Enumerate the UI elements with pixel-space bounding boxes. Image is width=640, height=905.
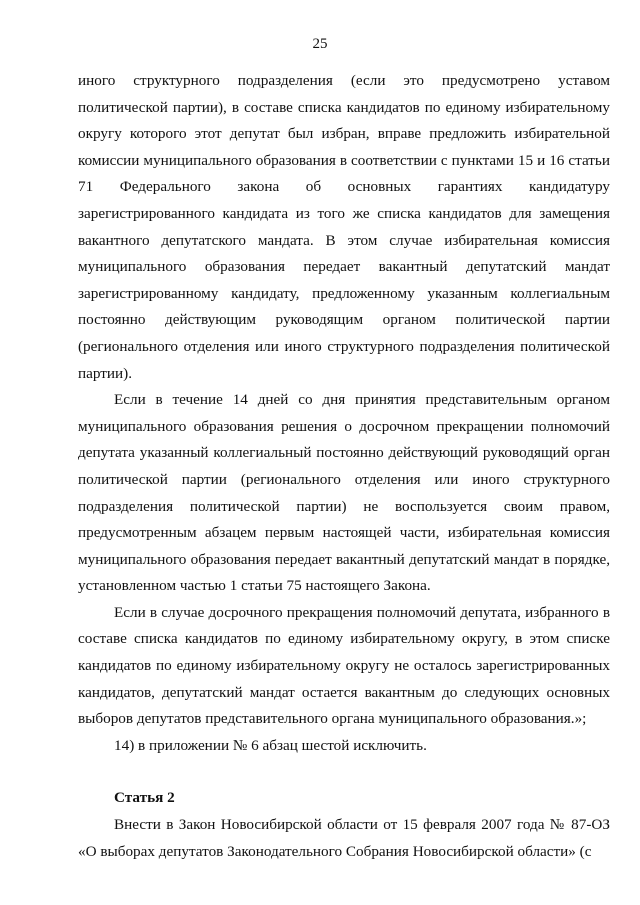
article-2-heading: Статья 2 <box>114 789 175 807</box>
page-number: 25 <box>312 36 328 52</box>
paragraph-continuation: иного структурного подразделения (если это предусмотрено уставом политической партии), в составе списка кандидатов по единому избирательному округу которого этот депутат был избран, вправе предложить избирательной комиссии муниципального образования в соответствии с пунктами 15 и 16 статьи 71 Федерального закона об основных гарантиях кандидатуру зарегистрированного кандидата из того же списка кандидатов для замещения вакантного депутатского мандата. В этом случае избирательная комиссия муниципального образования передает вакантный депутатский мандат зарегистрированному кандидату, предложенному указанным коллегиальным постоянно действующим руководящим органом политической партии (регионального отделения или иного структурного подразделения политической партии). <box>78 72 610 382</box>
paragraph-item-14: 14) в приложении № 6 абзац шестой исключить. <box>114 736 427 754</box>
paragraph-vacancy-remains: Если в случае досрочного прекращения полномочий депутата, избранного в составе списка кандидатов по единому избирательному округу, в этом списке кандидатов по единому избирательному округу не осталось зарегистрированных кандидатов, депутатский мандат остается вакантным до следующих основных выборов депутатов представительного органа муниципального образования.»; <box>78 603 610 728</box>
document-body <box>78 68 610 865</box>
paragraph-vacancy-14-days: Если в течение 14 дней со дня принятия представительным органом муниципального образования решения о досрочном прекращении полномочий депутата указанный коллегиальный постоянно действующий руководящий орган политической партии (регионального отделения или иного структурного подразделения политической партии) не воспользуется своим правом, предусмотренным абзацем первым настоящей части, избирательная комиссия муниципального образования передает вакантный депутатский мандат в порядке, установленном частью 1 статьи 75 настоящего Закона. <box>78 391 610 595</box>
section-gap <box>78 759 610 785</box>
paragraph-article-2-text: Внести в Закон Новосибирской области от 15 февраля 2007 года № 87-ОЗ «О выборах депутатов Законодательного Собрания Новосибирской области» (с <box>78 816 610 860</box>
